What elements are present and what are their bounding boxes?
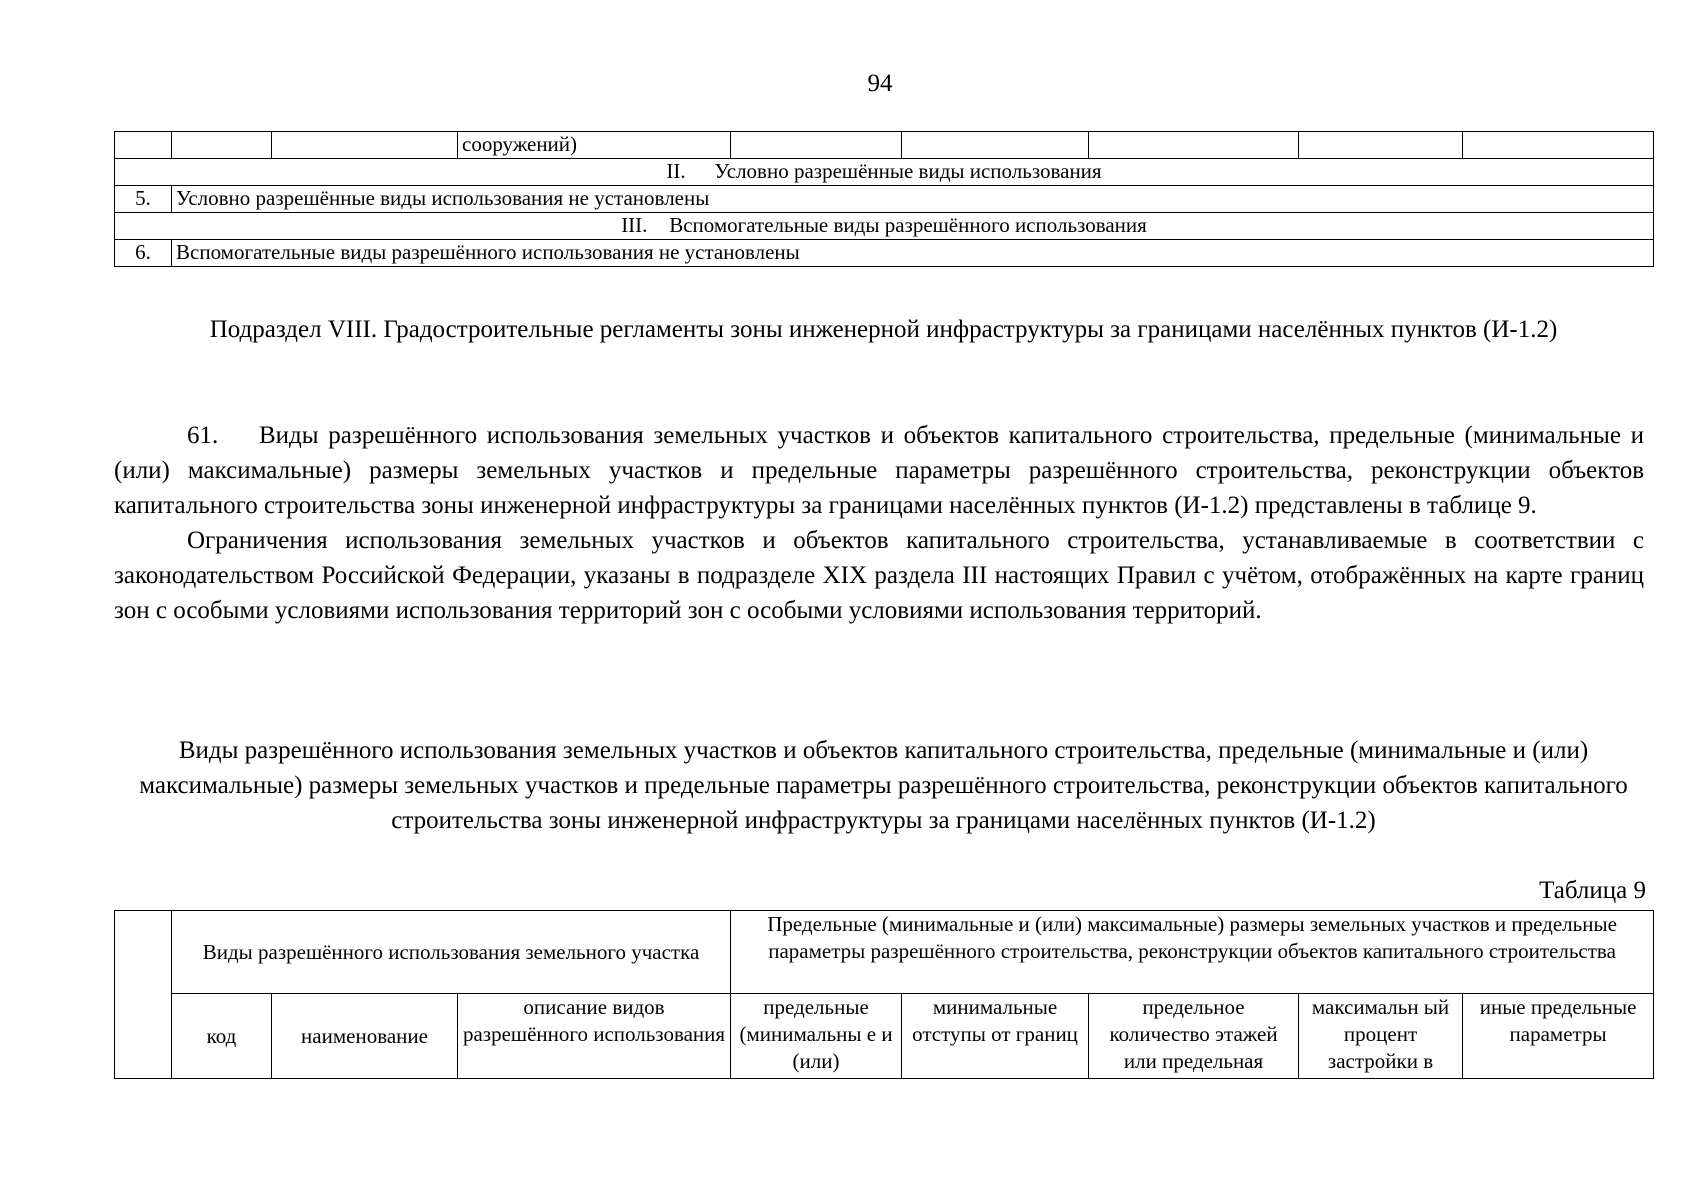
table-cell: сооружений)	[458, 132, 731, 159]
table-header-row	[115, 994, 1654, 1079]
section-title: Условно разрешённые виды использования	[714, 159, 1102, 183]
subsection-heading: Подраздел VIII. Градостроительные регламенты зоны инженерной инфраструктуры за границами населённых пунктов (И-1.2)	[209, 316, 1558, 343]
table-heading: Виды разрешённого использования земельных участков и объектов капитального строительства, предельные (минимальные и (или) максимальные) размеры земельных участков и предельные параметры разрешённого строительства, реконструкции объектов капитального строительства зоны инженерной инфраструктуры за границами населённых пунктов (И-1.2)	[139, 737, 1628, 834]
column-header: наименование	[272, 994, 458, 1079]
column-header: предельные (минимальны е и (или)	[731, 994, 902, 1079]
row-number: 6.	[115, 240, 172, 267]
column-header: иные предельные параметры	[1463, 994, 1654, 1079]
table-row	[115, 240, 1654, 267]
section-row	[115, 159, 1654, 186]
section-number: III.	[621, 213, 648, 237]
group-header: Виды разрешённого использования земельного участка	[172, 911, 731, 994]
section-title: Вспомогательные виды разрешённого использования	[669, 213, 1147, 237]
continued-table	[114, 131, 1654, 267]
column-header: описание видов разрешённого использования	[458, 994, 731, 1079]
paragraph: Ограничения использования земельных участков и объектов капитального строительства, устанавливаемые в соответствии с законодательством Российской Федерации, указаны в подразделе XIX раздела III настоящих Правил с учётом, отображённых на карте границ зон с особыми условиями использования территорий зон с особыми условиями использования территорий.	[114, 527, 1644, 624]
column-header: код	[172, 994, 272, 1079]
table-row	[115, 186, 1654, 213]
paragraph: 61. Виды разрешённого использования земельных участков и объектов капитального строительства, предельные (минимальные и (или) максимальные) размеры земельных участков и предельные параметры разрешённого строительства, реконструкции объектов капитального строительства зоны инженерной инфраструктуры за границами населённых пунктов (И-1.2) представлены в таблице 9.	[114, 418, 1644, 523]
column-header: минимальные отступы от границ	[902, 994, 1089, 1079]
paragraph-number: 61.	[187, 422, 219, 449]
table-row	[115, 132, 1654, 159]
page-number: 94	[867, 70, 893, 97]
group-header: Предельные (минимальные и (или) максимальные) размеры земельных участков и предельные параметры разрешённого строительства, реконструкции объектов капитального строительства	[731, 911, 1654, 994]
column-header: максимальн ый процент застройки в	[1299, 994, 1463, 1079]
row-number: 5.	[115, 186, 172, 213]
body-text	[114, 418, 1644, 628]
table-cell: Условно разрешённые виды использования не установлены	[172, 186, 1654, 213]
column-header: предельное количество этажей или предельная	[1089, 994, 1299, 1079]
table-header-row	[115, 911, 1654, 994]
section-number: II.	[666, 159, 686, 183]
table-label: Таблица 9	[1539, 877, 1646, 904]
table-cell: Вспомогательные виды разрешённого использования не установлены	[172, 240, 1654, 267]
table-9	[114, 910, 1654, 1079]
section-row	[115, 213, 1654, 240]
